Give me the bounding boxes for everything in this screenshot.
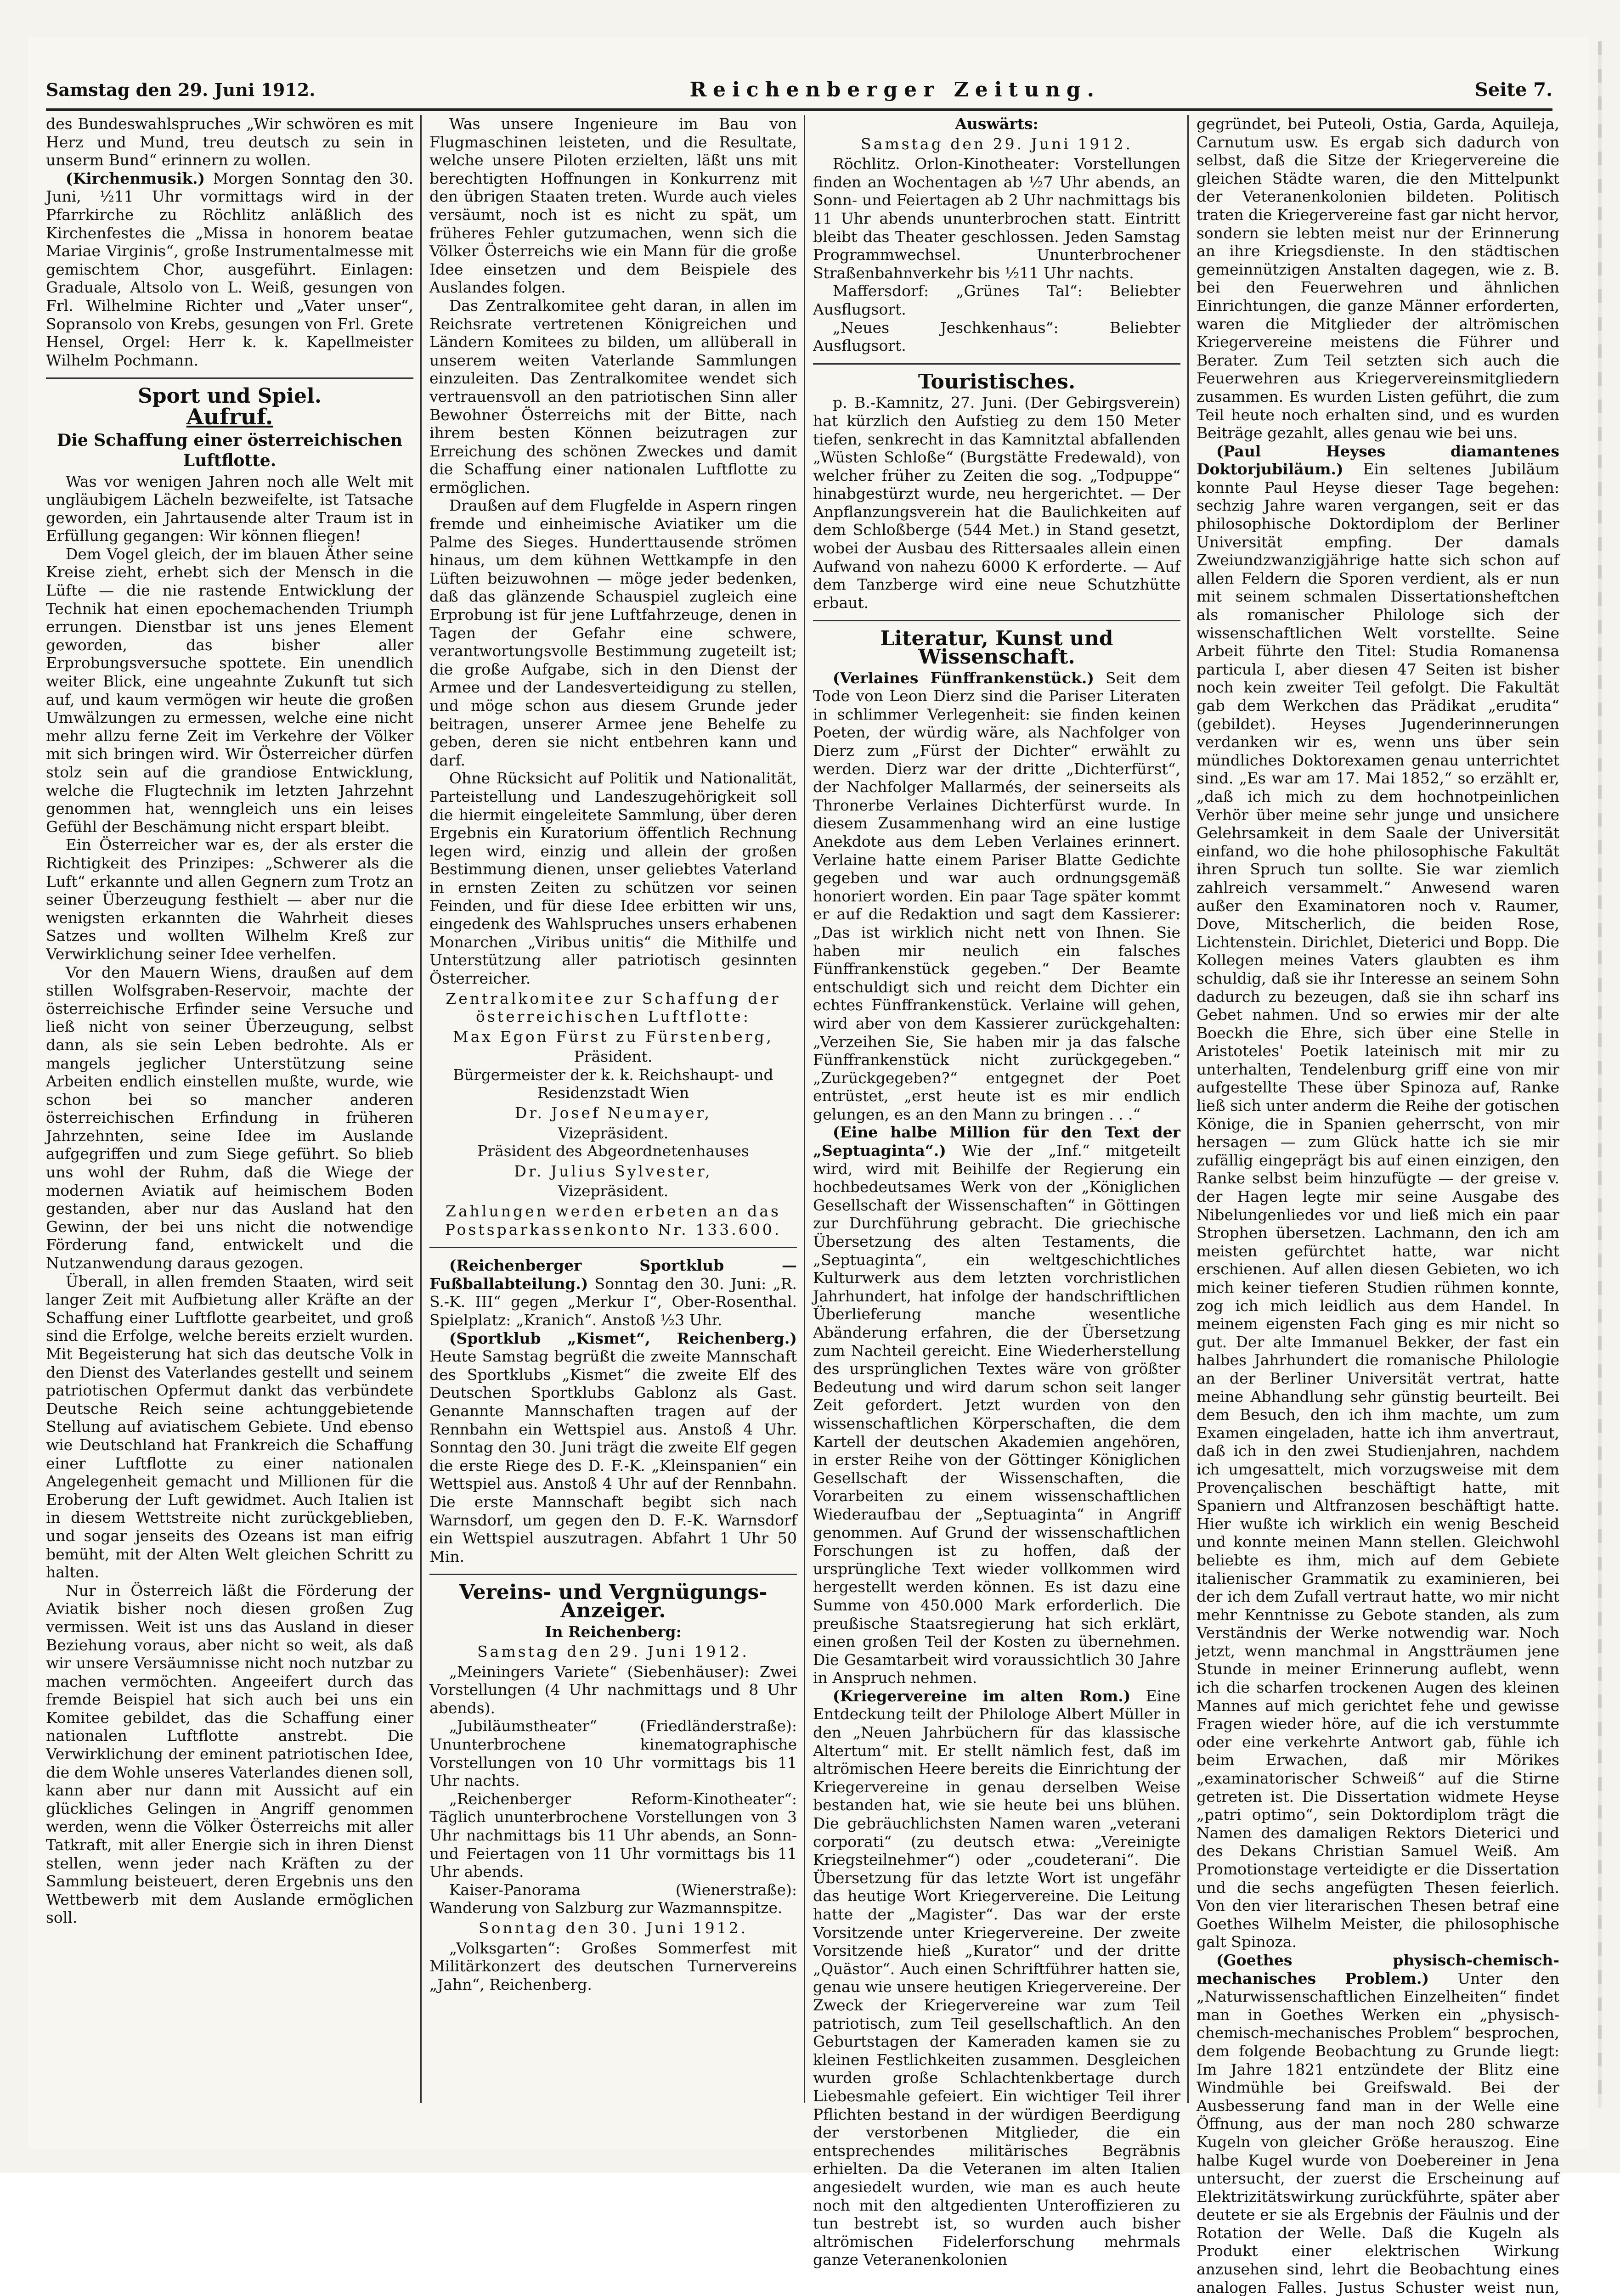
column-2 — [429, 115, 797, 2103]
article-text: Überall, in allen fremden Staaten, wird seit langer Zeit mit Aufbietung aller Kräfte an der Schaffung einer Luftflotte gearbeitet, und groß sind die Erfolge, welche bereits erzielt wurden. Mit Begeisterung hat sich das deutsche Volk in den Dienst des Vaterlandes gestellt und seinem patriotischen Opfermut dankt das verbündete Deutsche Reich seine achtunggebietende Stellung auf aviatischem Gebiete. Und ebenso wie Deutschland hat Frankreich die Schaffung einer Luftflotte zu einer nationalen Angelegenheit gemacht und Millionen für die Eroberung der Luft gewidmet. Auch Italien ist in diesem Wettstreite nicht zurückgeblieben, und sogar jenseits des Ozeans ist man eifrig bemüht, mit der Alten Welt gleichen Schritt zu halten. — [46, 1272, 413, 1581]
payment-note: Zahlungen werden erbeten an das Postsparkassenkonto Nr. 133.600. — [445, 1202, 782, 1238]
article-text: Das Zentralkomitee geht daran, in allen im Reichsrate vertretenen Königreichen und Ländern Komitees zu bilden, um allüberall in unserem weiten Vaterlande Sammlungen einzuleiten. Das Zentralkomitee wendet sich vertrauensvoll an den patriotischen Sinn aller Bewohner Österreichs mit der Bitte, nach ihrem besten Können beizutragen zur Erreichung des schönen Zweckes und damit die Schaffung einer nationalen Luftflotte zu ermöglichen. — [429, 296, 797, 496]
article-paragraph — [46, 169, 413, 370]
article-paragraph — [1197, 442, 1559, 1951]
article-text: Nur in Österreich läßt die Förderung der Aviatik bisher noch diesen großen Zug vermissen. Weit ist uns das Ausland in dieser Beziehung voraus, aber nicht so weit, als daß wir unsere Versäumnisse nicht noch nutzbar zu machen vermöchten. Angeeifert durch das fremde Beispiel hat sich auch bei uns ein Komitee gebildet, das die Schaffung einer nationalen Luftflotte anstrebt. Die Verwirklichung der eminent patriotischen Idee, die dem Wohle unseres Vaterlandes dienen soll, kann aber nur dann mit Aussicht auf ein glückliches Gelingen in Angriff genommen werden, wenn die Völker Österreichs mit aller Tatkraft, mit aller Energie sich in ihren Dienst stellen, wenn jeder nach Kräften zu der Sammlung beisteuert, deren Ergebnis uns den Wettbewerb mit dem Auslande ermöglichen soll. — [46, 1581, 413, 1927]
event-listing: Röchlitz. Orlon-Kinotheater: Vorstellungen finden an Wochentagen ab ½7 Uhr abends, an Sonn- und Feiertagen ab 2 Uhr nachmittags bis 11 Uhr abends ununterbrochen statt. Eintritt bleibt das Theater geschlossen. Jeden Samstag Programmwechsel. Ununterbrochener Straßenbahnverkehr bis ½11 Uhr nachts. — [813, 155, 1180, 282]
article-text: Morgen Sonntag den 30. Juni, ½11 Uhr vormittags wird in der Pfarrkirche zu Röchlitz anläßlich des Kirchenfestes die „Missa in honorem beatae Mariae Virginis“, große Instrumentalmesse mit gemischtem Chor, ausgeführt. Einlagen: Graduale, Altsolo von L. Weiß, gesungen von Frl. Wilhelmine Richter und „Vater unser“, Sopransolo von Krebs, gesungen von Frl. Grete Hensel, Orgel: Herr k. k. Kapellmeister Wilhelm Pochmann. — [46, 169, 413, 369]
column-1 — [46, 115, 413, 2103]
article-keyword: (Paul Heyses diamantenes Doktorjubiläum.) — [1197, 442, 1559, 478]
page-header — [46, 73, 1552, 106]
article-text: Unter den „Naturwissenschaftlichen Einzelheiten“ findet man in Goethes Werken ein „physisch-chemisch-mechanisches Problem“ besprochen, dem folgende Beobachtung zu Grunde liegt: Im Jahre 1821 entzündete der Blitz eine Windmühle bei Greifswald. Bei der Ausbesserung fand man in der Welle eine Öffnung, aus der man noch 280 schwarze Kugeln von gleicher Größe herauszog. Eine halbe Kugel wurde von Doebereiner in Jena untersucht, der zuerst die Erscheinung auf Elektrizitätswirkung zurückführte, später aber deutete er sie als Ergebnis der Fäulnis und der Rotation der Welle. Daß die Kugeln als Produkt einer elektrischen Wirkung anzusehen sind, lehrt die Beobachtung eines analogen Falles. Justus Schuster weist nun, — [1197, 1969, 1559, 2296]
article-keyword: (Verlaines Fünffrankenstück.) — [832, 669, 1094, 687]
article-keyword: (Reichenberger Sportklub — Fußballabteilung.) — [429, 1256, 797, 1293]
section-rule — [46, 377, 413, 379]
article-paragraph — [813, 669, 1180, 1124]
signatory-name: Dr. Josef Neumayer, — [514, 1104, 712, 1122]
article-keyword: (Goethes physisch-chemisch-mechanisches Problem.) — [1197, 1951, 1559, 1987]
event-listing: „Volksgarten“: Großes Sommerfest mit Militärkonzert des deutschen Turnervereins „Jahn“, Reichenberg. — [429, 1939, 797, 1993]
article-subtitle: Die Schaffung einer österreichischen Luftflotte. — [56, 430, 403, 470]
article-keyword: (Kirchenmusik.) — [65, 169, 205, 187]
page-edge-shadow — [1598, 41, 1602, 2108]
article-paragraph — [1197, 1951, 1559, 2296]
article-text: Was vor wenigen Jahren noch alle Welt mit ungläubigem Lächeln bezweifelte, ist Tatsache geworden, ein Jahrtausende alter Traum ist in Erfüllung gegangen: Wir können fliegen! — [46, 472, 413, 545]
section-heading: Literatur, Kunst und Wissenschaft. — [880, 627, 1113, 669]
article-text: Heute Samstag begrüßt die zweite Mannschaft des Sportklubs „Kismet“ die zweite Elf des Deutschen Sportklubs Gablonz als Gast. Genannte Mannschaften tragen auf der Rennbahn ein Wettspiel aus. Anstoß 4 Uhr. Sonntag den 30. Juni trägt die zweite Elf gegen die erste Riege des D. F.-K. „Kleinspanien“ ein Wettspiel aus. Anstoß 4 Uhr auf der Rennbahn. Die erste Mannschaft begibt sich nach Warnsdorf, um gegen den D. F.-K. Warnsdorf ein Wettspiel auszutragen. Abfahrt 1 Uhr 50 Min. — [429, 1347, 797, 1565]
article-text: Was unsere Ingenieure im Bau von Flugmaschinen leisteten, und die Resultate, welche unsere Piloten erzielten, läßt uns mit berechtigten Hoffnungen in Konkurrenz mit den übrigen Staaten treten. Wurde auch vieles versäumt, noch ist es nicht zu spät, um früheres Fehler gutzumachen, wenn sich die Völker Österreichs wie ein Mann für die große Idee einsetzen und dem Beispiele des Auslandes folgen. — [429, 115, 797, 297]
article-text: Wie der „Inf.“ mitgeteilt wird, wird mit Beihilfe der Regierung ein hochbedeutsames Werk von der „Königlichen Gesellschaft der Wissenschaften“ in Göttingen zur Durchführung gebracht. Die griechische Übersetzung des alten Testaments, die „Septuaginta“, ein weltgeschichtliches Kulturwerk aus dem letzten vorchristlichen Jahrhundert, hat infolge der handschriftlichen Überlieferung manche wesentliche Abänderung erfahren, die der Übersetzung zum Nachteil gereicht. Eine Wiederherstellung des ursprünglichen Textes wäre von größter Bedeutung und wird darum schon seit langer Zeit gefordert. Jetzt wurden von den wissenschaftlichen Körperschaften, die dem Kartell der deutschen Akademien angehören, in erster Reihe von der Göttinger Königlichen Gesellschaft der Wissenschaften, die Vorarbeiten zu einem wissenschaftlichen Wiederaufbau der „Septuaginta“ in Angriff genommen. Auf Grund der wissenschaftlichen Forschungen ist zu hoffen, daß der ursprüngliche Text wieder vollkommen wird hergestellt werden können. Es ist dazu eine Summe von 450.000 Mark erforderlich. Die preußische Staatsregierung hat sich erklärt, einen großen Teil der Kosten zu übernehmen. Die Gesamtarbeit wird voraussichtlich 30 Jahre in Anspruch nehmen. — [813, 1142, 1180, 1687]
column-divider — [1187, 115, 1189, 2103]
signatory-title: Bürgermeister der k. k. Reichshaupt- und Residenzstadt Wien — [453, 1065, 773, 1102]
event-listing: „Reichenberger Reform-Kinotheater“: Täglich ununterbrochene Vorstellungen von 3 Uhr nachmittags bis 11 Uhr abends, an Sonn- und Feiertagen von 11 Uhr vormittags bis 11 Uhr abends. — [429, 1790, 797, 1881]
event-listing: Kaiser-Panorama (Wienerstraße): Wanderung von Salzburg zur Wazmannspitze. — [429, 1880, 797, 1917]
signatory-name: Max Egon Fürst zu Fürstenberg, — [452, 1027, 774, 1046]
section-rule — [813, 363, 1180, 365]
article-text: gegründet, bei Puteoli, Ostia, Garda, Aquileja, Carnutum usw. Es ergab sich dadurch von selbst, daß die Sitze der Kriegervereine die gleichen Städte waren, die den Mittelpunkt der Veteranenkolonien bildeten. Politisch traten die Kriegervereine fast gar nicht hervor, sondern sie lebten meist nur der Erinnerung an ihre Kriegsdienste. In den städtischen gemeinnützigen Anstalten dagegen, wie z. B. bei den Feuerwehren und ähnlichen Einrichtungen, die ganze Männer erforderten, waren die Mitglieder der altrömischen Kriegervereine meistens die Führer und Berater. Zum Teil setzten sich auch die Feuerwehren aus Kriegervereinsmitgliedern zusammen. Es wurden Listen geführt, die zum Teil heute noch erhalten sind, und es wurden Beiträge gezahlt, alles genau wie bei uns. — [1197, 115, 1559, 442]
article-text: Draußen auf dem Flugfelde in Aspern ringen fremde und einheimische Aviatiker um die Palme des Sieges. Hunderttausende strömen hinaus, um dem kühnen Wettkampfe in den Lüften beizuwohnen — möge jeder bedenken, daß das glänzende Schauspiel zugleich eine Erprobung ist für jene Luftfahrzeuge, denen in Tagen der Gefahr eine schwere, verantwortungsvolle Bestimmung zugeteilt ist; die große Aufgabe, sich in den Dienst der Armee und der Landesverteidigung zu stellen, und möge schon aus diesem Grunde jeder beitragen, unserer Armee jene Behelfe zu geben, deren sie nicht entbehren kann und darf. — [429, 496, 797, 769]
signatory-title: Präsident des Abgeordnetenhauses — [477, 1142, 749, 1160]
header-rule — [46, 108, 1552, 111]
day-heading: Sonntag den 30. Juni 1912. — [478, 1919, 748, 1937]
column-4 — [1197, 115, 1559, 2296]
article-text: Ohne Rücksicht auf Politik und Nationalität, Parteistellung und Landeszugehörigkeit soll die hiermit eingeleitete Sammlung, über deren Ergebnis ein Kuratorium öffentlich Rechnung legen wird, einzig und allein der großen Bestimmung dienen, unser geliebtes Vaterland in ernsten Zeiten zu schützen vor seinen Feinden, und für diese Idee erbitten wir uns, eingedenk des Wahlspruches unsers erhabenen Monarchen „Viribus unitis“ die Mithilfe und Unterstützung aller patriotisch gesinnten Österreicher. — [429, 769, 797, 987]
newspaper-title: Reichenberger Zeitung. — [689, 78, 1101, 101]
article-text: Ein seltenes Jubiläum konnte Paul Heyse dieser Tage begehen: sechzig Jahre waren vergangen, seit er das philosophische Doktordiplom der Berliner Universität empfing. Der damals Zweiundzwanzigjährige hatte sich schon auf allen Feldern die Sporen verdient, als er nun mit seinem schmalen Dissertationsheftchen als romanischer Philologe sich der wissenschaftlichen Welt vorstellte. Seine Arbeit führte den Titel: Studia Romanensa particula I, aber diesen 47 Seiten ist bisher noch kein zweiter Teil gefolgt. Die Fakultät gab dem Werkchen das Prädikat „erudita“ (gebildet). Heyses Jugenderinnerungen verdanken wir es, wenn uns über sein mündliches Doktorexamen genau unterrichtet sind. „Es war am 17. Mai 1852,“ so erzählt er, „daß ich mich zu dem hochnotpeinlichen Verhör über meine sehr junge und unsichere Gelehrsamkeit in dem Saale der Universität einfand, wo die hohe philosophische Fakultät ihren Spruch tun sollte. Sie war ziemlich zahlreich versammelt.“ Anwesend waren außer den Examinatoren noch v. Raumer, Dove, Mitscherlich, die beiden Rose, Lichtenstein. Dirichlet, Dieterici und Bopp. Die Kollegen meines Vaters glaubten es ihm schuldig, daß sie ihr Interesse an seinem Sohn dadurch zu bezeugen, daß sie ihn scharf ins Gebet nahmen. Und so erwies mir der alte Boeckh die Ehre, sich über eine Stelle in Aristoteles' Poetik lateinisch mit mir zu unterhalten, Tendelenburg griff eine von mir aufgestellte These über Spinoza auf, Ranke ließ sich unter anderm die Reihe der gotischen Könige, die in Spanien geherrscht, von mir hersagen — zum Glück hatte ich sie mir zufällig eingeprägt bis auf einen einzigen, den Ranke selbst beim hinzufügte — der greise v. der Hagen legte mir seine Ausgabe des Nibelungenliedes vor und ließ mich ein paar Strophen übersetzen. Lachmann, den ich am meisten gefürchtet hatte, war nicht erschienen. Auf allen diesen Gebieten, wo ich mich keiner tieferen Studien rühmen konnte, zog ich mich leidlich aus dem Handel. In meinem eigensten Fach ging es mir nicht so gut. Der alte Immanuel Bekker, der fast ein halbes Jahrhundert die romanische Philologie an der Berliner Universität vertrat, hatte meine Abhandlung sehr günstig beurteilt. Bei dem Besuch, den ich ihm machte, um zum Examen eingeladen, hatte ich ihm anvertraut, daß ich in den zwei Studienjahren, nachdem ich umgesattelt, mich vorzugsweise mit dem Provençalischen beschäftigt hatte, mit Spaniern und Altfranzosen beschäftigt hatte. Hier wußte ich wirklich ein wenig Bescheid und konnte meinen Mann stellen. Gleichwohl beliebte es ihm, mich auf dem Gebiete italienischer Grammatik zu examinieren, bei der ich dem Zufall vertraut hatte, wo mir nicht mehr Kenntnisse zu Gebote standen, als zum Verständnis der Werke notwendig war. Noch jetzt, wenn manchmal in Angstträumen jene Stunde in meiner Erinnerung auflebt, wenn ich die scharfen trockenen Augen des kleinen Mannes auf mich gerichtet fehe und gewisse Fragen wieder höre, auf die ich verstummte oder eine verkehrte Antwort gab, fühle ich beim Erwachen, daß mir Mörikes „examinatorischer Schweiß“ auf die Stirne getreten ist. Die Dissertation widmete Heyse „patri optimo“, sein Doktordiplom trägt die Namen des damaligen Rektors Dieterici und des Dekans Christian Samuel Weiß. Am Promotionstage verteidigte er die Dissertation und die sechs angefügten Thesen feierlich. Von den vier literarischen Thesen betraf eine Goethes Wilhelm Meister, die philosophische galt Spinoza. — [1197, 460, 1559, 1951]
article-text: Sonntag den 30. Juni: „R. S.-K. III“ gegen „Merkur I“, Ober-Rosenthal. Spielplatz: „Kranich“. Anstoß ½3 Uhr. — [429, 1274, 797, 1329]
event-listing: „Neues Jeschkenhaus“: Beliebter Ausflugsort. — [813, 318, 1180, 355]
event-listing: „Jubiläumstheater“ (Friedländerstraße): Ununterbrochene kinematographische Vorstellungen von 10 Uhr vormittags bis 11 Uhr nachts. — [429, 1717, 797, 1790]
day-heading: Samstag den 29. Juni 1912. — [477, 1643, 749, 1661]
section-heading: Sport und Spiel. — [137, 384, 322, 408]
place-heading: Auswärts: — [955, 115, 1039, 133]
article-paragraph — [813, 1687, 1180, 2269]
column-divider — [420, 115, 422, 2103]
article-text: Dem Vogel gleich, der im blauen Äther seine Kreise zieht, erhebt sich der Mensch in die Lüfte — die nie rastende Entwicklung der Technik hat einen epochemachenden Triumph errungen. Dienstbar ist uns jenes Element geworden, das bisher aller Erprobungsversuche spottete. Ein unendlich weiter Blick, eine ungeahnte Zukunft tut sich auf, und kaum vermögen wir heute die großen Umwälzungen zu ermessen, welche eine nicht mehr allzu ferne Zeit im Verkehre der Völker mit sich bringen wird. Wir Österreicher dürfen stolz sein auf die grandiose Entwicklung, welche die Flugtechnik im letzten Jahrzehnt genommen hat, wenngleich uns ein leises Gefühl der Beschämung nicht erspart bleibt. — [46, 545, 413, 836]
article-text: Ein Österreicher war es, der als erster die Richtigkeit des Prinzipes: „Schwerer als die Luft“ erkannte und allen Gegnern zum Trotz an seiner Überzeugung festhielt — aber nur die wenigsten erkannten die Wahrheit dieses Satzes und wollten Wilhelm Kreß zur Verwirklichung seiner Idee verhelfen. — [46, 836, 413, 963]
article-text: Eine Entdeckung teilt der Philologe Albert Müller in den „Neuen Jahrbüchern für das klassische Altertum“ mit. Er stellt nämlich fest, daß im altrömischen Heere bereits die Einrichtung der Kriegervereine in genau derselben Weise bestanden hat, wie sie heute bei uns blühen. Die gebräuchlichsten Namen waren „veterani corporati“ (zu deutsch etwa: „Vereinigte Kriegsteilnehmer“) oder „coudeterani“. Die Übersetzung für das letzte Wort ist ungefähr das heutige Wort Kriegervereine. Die Leitung hatte der „Magister“. Das war der erste Vorsitzende unter Kriegervereine. Der zweite Vorsitzende hieß „Kurator“ und der dritte „Quästor“. Auch einen Schriftführer hatten sie, genau wie unsere heutigen Kriegervereine. Der Zweck der Kriegervereine war zum Teil patriotisch, zum Teil gesellschaftlich. An den Geburtstagen der Kameraden kamen sie zu kleinen Festlichkeiten zusammen. Desgleichen wurden große Schlachtenkbertage durch Liebesmahle gefeiert. Ein wichtiger Teil ihrer Pflichten bestand in der würdigen Beerdigung der verstorbenen Mitglieder, die ein entsprechendes militärisches Begräbnis erhielten. Da die Veteranen im alten Italien angesiedelt wurden, wie man es auch heute noch mit den altgedienten Unteroffizieren zu tun bestrebt ist, so wurden auch bisher altrömischen Fidelerforschung mehrmals ganze Veteranenkolonien — [813, 1687, 1180, 2269]
event-listing: Maffersdorf: „Grünes Tal“: Beliebter Ausflugsort. — [813, 282, 1180, 318]
article-paragraph — [429, 1256, 797, 1329]
article-text: Seit dem Tode von Leon Dierz sind die Pariser Literaten in schlimmer Verlegenheit: sie finden keinen Poeten, der würdig wäre, als Nachfolger von Dierz zum „Fürst der Dichter“ erwählt zu werden. Dierz war der dritte „Dichterfürst“, der Nachfolger Mallarmés, der seinerseits als Thronerbe Verlaines Dichterfürst wurde. In diesem Zusammenhang wird an eine lustige Anekdote aus dem Leben Verlaines erinnert. Verlaine hatte einem Pariser Blatte Gedichte gegeben und war auch ordnungsgemäß honoriert worden. Ein paar Tage später kommt er auf die Redaktion und sagt dem Kassierer: „Das ist wirklich nicht nett von Ihnen. Sie haben mir neulich ein falsches Fünffrankenstück gegeben.“ Der Beamte entschuldigt sich und reicht dem Dichter ein echtes Fünffrankenstück. Verlaine will gehen, wird aber von dem Kassierer zurückgehalten: „Verzeihen Sie, Sie haben mir ja das falsche Fünffrankenstück nicht zurückgegeben.“ „Zurückgegeben?“ entgegnet der Poet entrüstet, „erst heute ist es mir endlich gelungen, es an den Mann zu bringen . . .“ — [813, 669, 1180, 1123]
article-text: p. B.-Kamnitz, 27. Juni. (Der Gebirgsverein) hat kürzlich den Aufstieg zu dem 150 Meter tiefen, senkrecht in das Kamnitztal abfallenden „Wüsten Schloße“ (Burgstätte Fredewald), von welcher früher zu Zeiten die sog. „Todpuppe“ hinabgestürzt wurde, neu hergerichtet. — Der Anpflanzungsverein hat die Baulichkeiten auf dem Schloßberge (544 Met.) in Stand gesetzt, wobei der Ausbau des Rittersaales allein einen Aufwand von nahezu 6000 K erforderte. — Auf dem Tanzberge wird eine neue Schutzhütte erbaut. — [813, 394, 1180, 612]
committee-line: Zentralkomitee zur Schaffung der österreichischen Luftflotte: — [446, 989, 781, 1026]
place-heading: In Reichenberg: — [545, 1622, 682, 1641]
signatory-title: Präsident. — [574, 1047, 653, 1066]
event-listing: „Meiningers Variete“ (Siebenhäuser): Zwei Vorstellungen (4 Uhr nachmittags und 8 Uhr abends). — [429, 1662, 797, 1717]
day-heading: Samstag den 29. Juni 1912. — [861, 135, 1133, 153]
column-3 — [813, 115, 1180, 2269]
section-heading: Touristisches. — [918, 370, 1076, 394]
article-keyword: (Sportklub „Kismet“, Reichenberg.) — [449, 1329, 797, 1347]
article-title: Aufruf. — [186, 404, 273, 430]
signatory-name: Dr. Julius Sylvester, — [514, 1162, 712, 1180]
article-text: Vor den Mauern Wiens, draußen auf dem stillen Wolfsgraben-Reservoir, machte der österreichische Erfinder seine Versuche und ließ nicht von seiner Überzeugung, selbst dann, als sie sein Leben bedrohte. Als er mangels jeglicher Unterstützung seine Arbeiten endlich einstellen mußte, wurde, wie schon bei so mancher anderen österreichischen Erfindung in früheren Jahrzehnten, seine Idee im Auslande aufgegriffen und zum Siege geführt. So blieb uns wohl der Ruhm, daß die Wiege der modernen Aviatik auf heimischem Boden gestanden, aber nur das Ausland hat den Gewinn, der bei uns nicht die notwendige Förderung fand, entwickelt und die Nutzanwendung daraus gezogen. — [46, 963, 413, 1272]
article-text: des Bundeswahlspruches „Wir schwören es mit Herz und Mund, treu deutsch zu sein in unserm Bund“ erinnern zu wollen. — [46, 115, 413, 169]
signatory-title: Vizepräsident. — [558, 1124, 669, 1142]
section-rule — [813, 620, 1180, 621]
section-rule — [429, 1247, 797, 1248]
section-rule — [429, 1574, 797, 1575]
article-keyword: (Kriegervereine im alten Rom.) — [832, 1687, 1131, 1705]
header-date: Samstag den 29. Juni 1912. — [46, 79, 316, 100]
article-keyword: (Eine halbe Million für den Text der „Septuaginta“.) — [813, 1123, 1180, 1160]
page-number: Seite 7. — [1474, 79, 1552, 101]
column-divider — [804, 115, 805, 2103]
article-paragraph — [429, 1329, 797, 1566]
section-heading: Vereins- und Vergnügungs-Anzeiger. — [459, 1581, 768, 1622]
signatory-title: Vizepräsident. — [558, 1182, 669, 1200]
article-paragraph — [813, 1123, 1180, 1687]
